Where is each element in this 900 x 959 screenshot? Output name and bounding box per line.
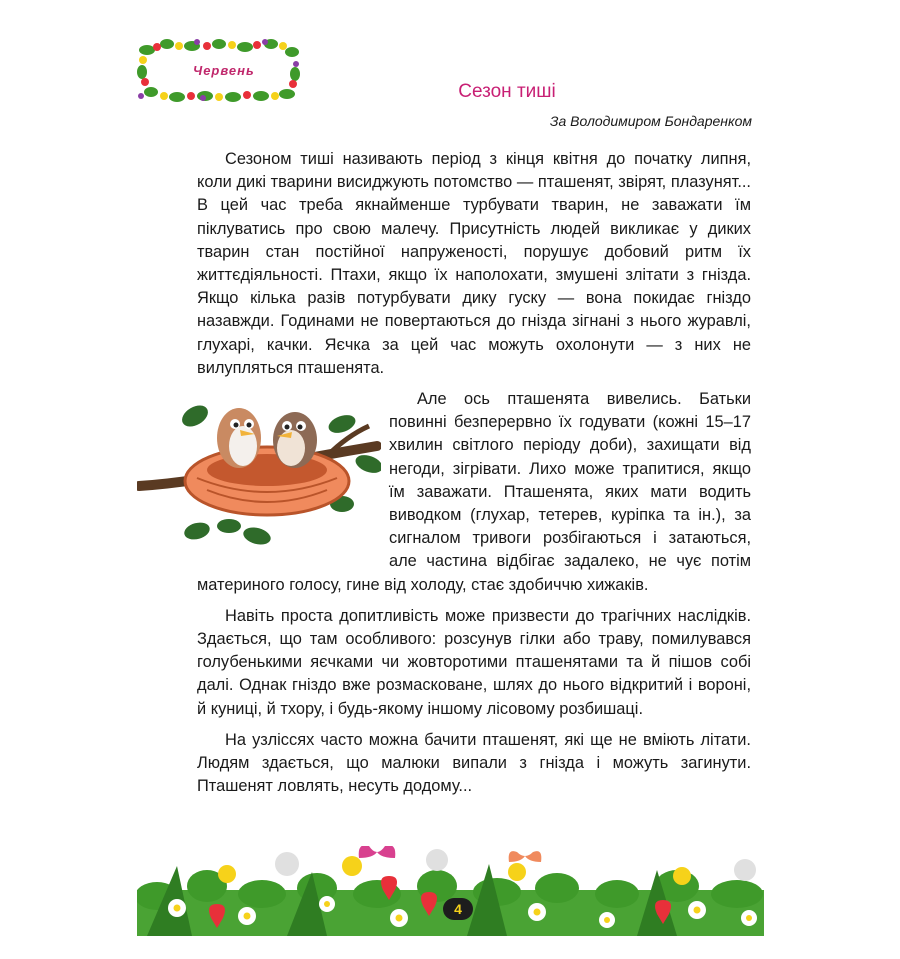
meadow-flowers-border <box>137 846 764 936</box>
paragraph-4: На узліссях часто можна бачити пташенят, які ще не вміють літати. Людям здається, що малюки випали з гнізда і можуть загинути. Пташенят ловлять, несуть додому... <box>197 730 751 796</box>
book-page <box>137 28 764 936</box>
paragraph-2: Але ось пташенята вивелись. Батьки повинні безперервно їх годувати (кожні 15–17 хвилин світлого періоду доби), захищати від негоди, зігрівати. Лихо може трапитися, якщо їм заважати. Пташенята, яких мати водить виводком (глухар, тетерев, куріпка та ін.), за сигналом тривоги розбігаються і затаються, але частина відбігає задалеко, не чує потім материного голосу, гине від холоду, стає здобиччю хижаків. <box>197 390 751 594</box>
birds-nest-illustration <box>137 386 381 552</box>
month-label: Червень <box>193 63 255 78</box>
story-title: Сезон тиші <box>458 81 556 102</box>
paragraph-3: Навіть проста допитливість може призвести до трагічних наслідків. Здається, що там особливого: розсунув гілки або траву, помилувався голубенькими яєчками чи жовторотими пташенятами та й пішов собі далі. Однак гніздо вже розмасковане, шлях до нього відкритий і вороні, й куниці, й тхору, і будь-якому іншому лісовому розбишаці. <box>197 606 751 718</box>
paragraph-1: Сезоном тиші називають період з кінця квітня до початку липня, коли дикі тварини висиджують потомство — пташенят, звірят, плазунят... В цей час треба якнайменше турбувати тварин, не заважати їм піклуватись про свою малечу. Присутність людей викликає у диких тварин стан постійної напруженості, порушує добовий ритм їх життєдіяльності. Птахи, якщо їх наполохати, змушені злітати з гнізда. Якщо кілька разів потурбувати дику гуску — вона покидає гніздо назавжди. Годинами не повертаються до гнізда зігнані з нього журавлі, глухарі, качки. Яєчка за цей час можуть охолонути — з них не вилупляться пташенята. <box>197 150 751 377</box>
page-number: 4 <box>443 898 473 920</box>
story-author: За Володимиром Бондаренком <box>549 113 752 129</box>
month-badge <box>137 36 300 102</box>
story-body <box>197 148 751 798</box>
